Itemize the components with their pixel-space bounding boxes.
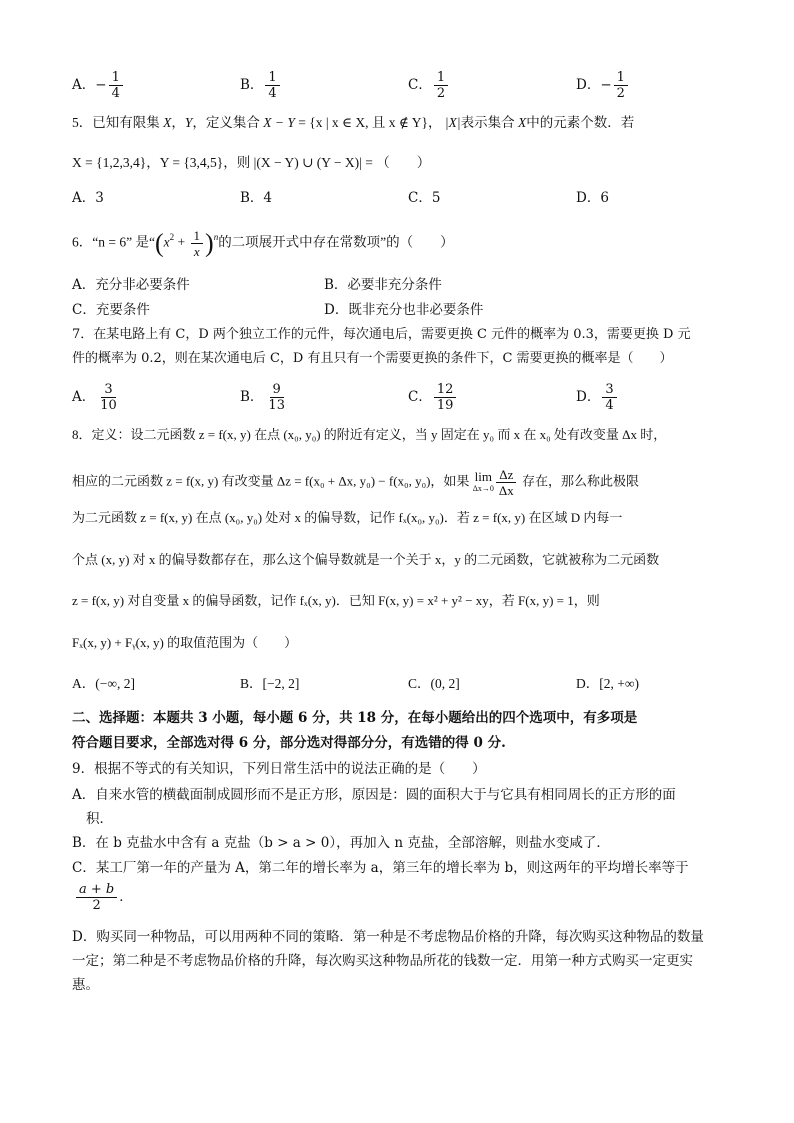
q9-option-d-line2: 一定；第二种是不考虑物品价格的升降，每次购买这种物品所花的钱数一定．用第一种方式购买一定更实 bbox=[72, 953, 693, 969]
q6-option-d: D．既非充分也非必要条件 bbox=[324, 302, 484, 318]
q9-option-c-line1: C．某工厂第一年的产量为 A，第二年的增长率为 a，第三年的增长率为 b，则这两年的平均增长率等于 bbox=[72, 860, 689, 876]
q8-option-c: C．(0, 2] bbox=[408, 676, 460, 691]
q8-stem-line6: Fₓ(x, y) + Fᵧ(x, y) 的取值范围为（ ） bbox=[72, 635, 298, 650]
q4-option-c: C． $\frac{1}{2}$ bbox=[408, 70, 450, 101]
q9-option-a-line2: 积． bbox=[86, 811, 113, 827]
q6-fraction: $\frac{1}{x}$ bbox=[191, 228, 204, 259]
section2-heading-line2: 符合题目要求，全部选对得 6 分，部分选对得部分分，有选错的得 0 分. bbox=[72, 735, 506, 751]
q4-option-b: B． $\frac{1}{4}$ bbox=[240, 70, 282, 101]
q5-option-c: C．5 bbox=[408, 190, 441, 206]
q6-stem: 6．“n = 6” 是“($x^2$ + $\frac{1}{x}$ )$^n$的二项展开式中存在常数项”的（ ） bbox=[72, 228, 454, 259]
section2-heading-line1: 二、选择题：本题共 3 小题，每小题 6 分，共 18 分，在每小题给出的四个选项中，有多项是 bbox=[72, 710, 638, 726]
q4-a-fraction: $\frac{1}{4}$ bbox=[109, 70, 123, 101]
q8-stem-line1: 8．定义：设二元函数 z = f(x, y) 在点 (x₀, y₀) 的附近有定义，当 y 固定在 y₀ 而 x 在 x₀ 处有改变量 Δx 时， bbox=[72, 427, 667, 442]
q4-option-d: D．− $\frac{1}{2}$ bbox=[576, 70, 630, 101]
q8-stem-line5: z = f(x, y) 对自变量 x 的偏导函数，记作 fₓ(x, y)．已知 F(x, y) = x² + y² − xy，若 F(x, y) = 1，则 bbox=[72, 593, 600, 608]
q7-stem-line2: 件的概率为 0.2，则在某次通电后 C，D 有且只有一个需要更换的条件下，C 需要更换的概率是（ ） bbox=[72, 351, 673, 366]
q5-option-b: B．4 bbox=[240, 190, 273, 206]
q8-option-a: A．(−∞, 2] bbox=[72, 676, 135, 691]
q9-stem: 9．根据不等式的有关知识，下列日常生活中的说法正确的是（ ） bbox=[72, 761, 486, 777]
q8-stem-line3: 为二元函数 z = f(x, y) 在点 (x₀, y₀) 处对 x 的偏导数，记作 fₓ(x₀, y₀)．若 z = f(x, y) 在区域 D 内每一 bbox=[72, 510, 623, 525]
q4-b-fraction: $\frac{1}{4}$ bbox=[265, 70, 279, 101]
q7-option-a: A． $\frac{3}{10}$ bbox=[72, 382, 122, 413]
q7-d-fraction: $\frac{3}{4}$ bbox=[602, 382, 616, 413]
q9-option-a-line1: A．自来水管的横截面制成圆形而不是正方形，原因是：圆的面积大于与它具有相同周长的正方形的面 bbox=[72, 787, 676, 803]
q8-stem-line4: 个点 (x, y) 对 x 的偏导数都存在，那么这个偏导数就是一个关于 x，y 的二元函数，它就被称为二元函数 bbox=[72, 552, 660, 567]
q7-option-b: B． $\frac{9}{13}$ bbox=[240, 382, 290, 413]
q4-option-a: A．− $\frac{1}{4}$ bbox=[72, 70, 125, 101]
q4-c-fraction: $\frac{1}{2}$ bbox=[434, 70, 448, 101]
q9-option-c-fraction: $\frac{a + b}{2}$ ． bbox=[74, 882, 133, 913]
q7-c-fraction: $\frac{12}{19}$ bbox=[434, 382, 457, 413]
q8-limit-fraction: $\frac{\Delta z}{\Delta x}$ bbox=[496, 467, 517, 498]
q7-stem-line1: 7．在某电路上有 C，D 两个独立工作的元件，每次通电后，需要更换 C 元件的概率为 0.3，需要更换 D 元 bbox=[72, 327, 691, 342]
q7-option-d: D． $\frac{3}{4}$ bbox=[576, 382, 619, 413]
q9-option-d-line1: D．购买同一种物品，可以用两种不同的策略．第一种是不考虑物品价格的升降，每次购买这种物品的数量 bbox=[72, 929, 704, 945]
q4-d-fraction: $\frac{1}{2}$ bbox=[614, 70, 628, 101]
q9-option-d-line3: 惠。 bbox=[72, 977, 99, 993]
q5-stem-line1: 5．已知有限集 X，Y，定义集合 X − Y = {x | x ∈ X, 且 x ∉ Y}， |X|表示集合 X中的元素个数．若 bbox=[72, 115, 635, 130]
q7-a-fraction: $\frac{3}{10}$ bbox=[100, 382, 117, 413]
q8-option-d: D．[2, +∞) bbox=[576, 676, 639, 691]
q7-b-fraction: $\frac{9}{13}$ bbox=[268, 382, 285, 413]
q6-option-c: C．充要条件 bbox=[72, 302, 150, 318]
q5-option-a: A．3 bbox=[72, 190, 104, 206]
q7-option-c: C． $\frac{12}{19}$ bbox=[408, 382, 458, 413]
q8-limit: lim Δx→0 bbox=[472, 468, 494, 493]
q8-option-b: B．[−2, 2] bbox=[240, 676, 300, 691]
q6-option-b: B．必要非充分条件 bbox=[324, 277, 442, 293]
q9-option-b: B．在 b 克盐水中含有 a 克盐（b > a > 0），再加入 n 克盐，全部溶解，则盐水变咸了． bbox=[72, 835, 610, 851]
q5-option-d: D．6 bbox=[576, 190, 609, 206]
q8-stem-line2: 相应的二元函数 z = f(x, y) 有改变量 Δz = f(x₀ + Δx, y₀) − f(x₀, y₀)，如果 lim Δx→0 $\frac{\Delta z}{\Delta x}$ 存在，那么称此极限 bbox=[72, 467, 639, 498]
q6-option-a: A．充分非必要条件 bbox=[72, 277, 190, 293]
q5-stem-line2: X = {1,2,3,4}，Y = {3,4,5}，则 |(X − Y) ∪ (Y − X)| = （ ） bbox=[72, 155, 431, 170]
